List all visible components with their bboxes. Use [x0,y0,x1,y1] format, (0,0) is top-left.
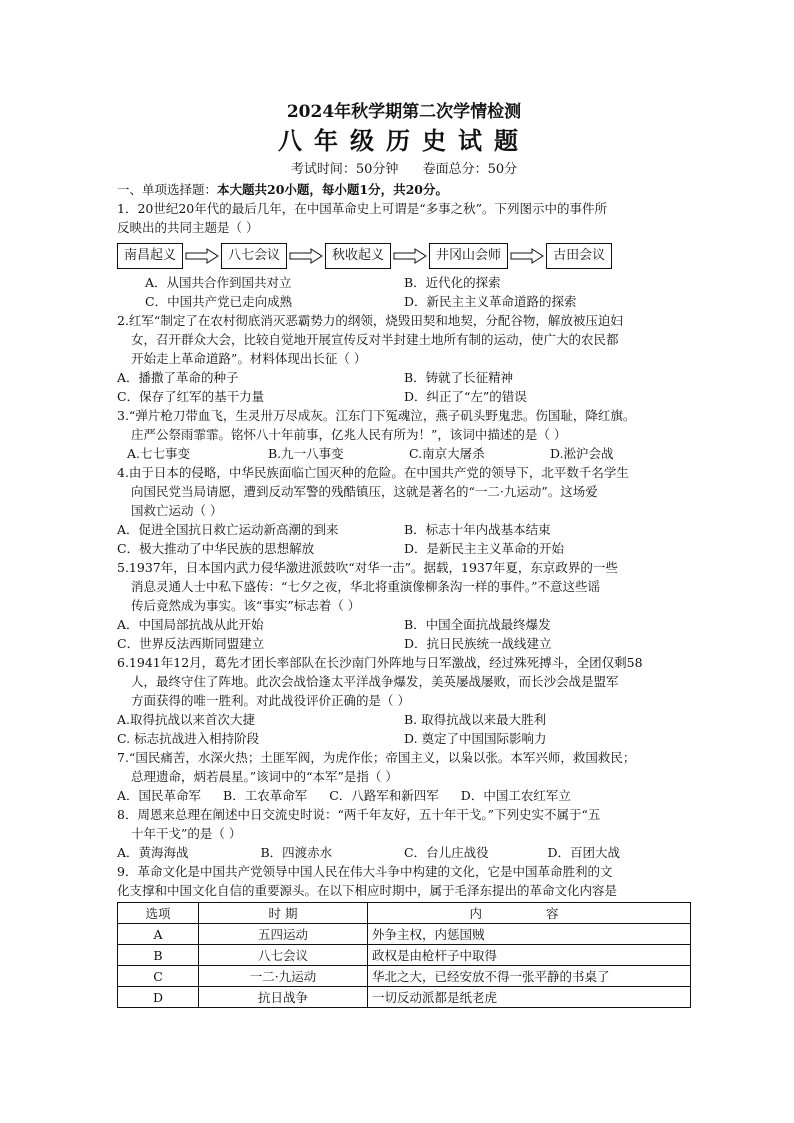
option-a[interactable]: A.七七事变 [127,446,191,461]
options-row [117,444,691,463]
question-stem: 2.红军“制定了在农村彻底消灭恶霸势力的纲领，烧毁田契和地契，分配谷物，解放被压迫妇 [117,313,623,328]
table-header-row [118,903,691,924]
table-cell: D [118,987,199,1008]
question-stem: 开始走上革命道路”。材料体现出长征（ ） [131,351,367,366]
option-a[interactable]: A．从国共合作到国共对立 [145,275,292,290]
options-row [117,539,691,558]
option-d[interactable]: D．抗日民族统一战线建立 [404,636,552,651]
event-flow-diagram [117,243,691,269]
options-row [117,634,691,653]
option-c[interactable]: C．台儿庄战役 [404,845,489,860]
question-stem: 方面获得的唯一胜利。对此战役评价正确的是（ ） [131,693,410,708]
options-row [117,368,691,387]
question-stem: 人，最终守住了阵地。此次会战恰逢太平洋战争爆发，美英屡战屡败，而长沙会战是盟军 [131,674,619,689]
table-cell: B [118,945,199,966]
table-cell: 一二·九运动 [199,966,368,987]
options-row [117,292,691,311]
exam-subtitle: 八年级历史试题 [278,126,530,155]
question-stem: 总理遗命，炳若晨星。”该词中的“本军”是指（ ） [131,769,398,784]
question-6 [117,653,691,748]
question-stem: 向国民党当局请愿，遭到反动军警的残酷镇压，这就是著名的“一二·九运动”。这场爱 [131,484,598,499]
option-a[interactable]: A．国民革命军 [117,788,202,803]
options-table [117,902,691,1008]
options-row [117,786,691,805]
arrow-right-icon [183,247,221,265]
option-d[interactable]: D．新民主主义革命道路的探索 [404,294,577,309]
option-d[interactable]: D．百团大战 [547,845,621,860]
table-header: 选项 [118,903,199,924]
exam-paper [117,100,691,1008]
question-4 [117,463,691,558]
table-cell: 一切反动派都是纸老虎 [368,987,691,1008]
table-cell: A [118,924,199,945]
option-c[interactable]: C．世界反法西斯同盟建立 [117,636,265,651]
option-a[interactable]: A．促进全国抗日救亡运动新高潮的到来 [117,522,339,537]
table-cell: C [118,966,199,987]
table-row[interactable] [118,987,691,1008]
flow-box: 八七会议 [221,243,287,269]
options-row [117,273,691,292]
option-c[interactable]: C．八路军和新四军 [329,788,439,803]
flow-box: 井冈山会师 [429,243,508,269]
section-note: 本大题共20小题，每小题1分，共20分。 [217,182,449,197]
option-b[interactable]: B．铸就了长征精神 [404,370,514,385]
options-row [117,843,691,862]
question-stem: 庄严公祭雨霏霏。铭怀八十年前事，亿兆人民有所为！”，该词中描述的是（ ） [131,427,567,442]
question-2 [117,311,691,406]
option-b[interactable]: B. 取得抗战以来最大胜利 [404,712,547,727]
exam-time: 考试时间：50分钟 [290,162,399,177]
question-stem: 3.“弹片枪刀带血飞，生灵卅万尽成灰。江东门下冤魂泣，燕子矶头野鬼悲。伤国耻，降红旗。 [117,408,636,423]
options-row [117,615,691,634]
option-b[interactable]: B．中国全面抗战最终爆发 [404,617,551,632]
arrow-right-icon [287,247,325,265]
table-row[interactable] [118,945,691,966]
option-c[interactable]: C.南京大屠杀 [409,446,485,461]
table-cell: 华北之大，已经安放不得一张平静的书桌了 [368,966,691,987]
options-row [117,520,691,539]
options-row [117,710,691,729]
table-cell: 外争主权，内惩国贼 [368,924,691,945]
flow-box: 古田会议 [546,243,612,269]
question-stem: 女，召开群众大会，比较自觉地开展宣传反对半封建土地所有制的运动，使广大的农民都 [131,332,619,347]
section-label: 一、单项选择题： [117,182,218,197]
table-row[interactable] [118,966,691,987]
question-stem: 十年干戈”的是（ ） [131,826,242,841]
question-stem: 8．周恩来总理在阐述中日交流史时说：“两千年友好，五十年干戈。”下列史实不属于“五 [117,807,601,822]
question-stem: 国救亡运动（ ） [131,503,223,518]
flow-box: 南昌起义 [117,243,183,269]
question-stem: 消息灵通人士中私下盛传：“七夕之夜，华北将重演像柳条沟一样的事件。”不意这些谣 [131,579,601,594]
option-d[interactable]: D．中国工农红军立 [460,788,571,803]
table-header: 内 容 [368,903,691,924]
table-cell: 抗日战争 [199,987,368,1008]
exam-title: 2024年秋学期第二次学情检测 [286,102,522,122]
total-score: 卷面总分：50分 [422,162,518,177]
question-stem: 6.1941年12月，葛先才团长率部队在长沙南门外阵地与日军激战，经过殊死搏斗，全团仅剩58 [117,655,643,670]
option-a[interactable]: A．播撒了革命的种子 [117,370,239,385]
option-b[interactable]: B．工农革命军 [223,788,308,803]
question-7 [117,748,691,805]
table-cell: 八七会议 [199,945,368,966]
option-a[interactable]: A.取得抗战以来首次大捷 [117,712,256,727]
option-d[interactable]: D．纠正了“左”的错误 [404,389,527,404]
exam-meta [117,160,691,180]
question-stem: 4.由于日本的侵略，中华民族面临亡国灭种的危险。在中国共产党的领导下，北平数千名学生 [117,465,629,480]
question-stem: 1．20世纪20年代的最后几年，在中国革命史上可谓是“多事之秋”。下列图示中的事件所 [117,201,608,216]
option-a[interactable]: A．黄海海战 [117,845,189,860]
option-b[interactable]: B．四渡赤水 [260,845,333,860]
options-row [117,387,691,406]
question-stem: 化支撑和中国文化自信的重要源头。在以下相应时期中，属于毛泽东提出的革命文化内容是 [117,883,618,898]
question-8 [117,805,691,862]
question-9 [117,862,691,1008]
section-heading [117,180,691,199]
arrow-right-icon [391,247,429,265]
flow-box: 秋收起义 [325,243,391,269]
question-stem: 9．革命文化是中国共产党领导中国人民在伟大斗争中构建的文化，它是中国革命胜利的文 [117,864,613,879]
table-cell: 政权是由枪杆子中取得 [368,945,691,966]
option-d[interactable]: D. 奠定了中国国际影响力 [404,731,547,746]
option-c[interactable]: C．中国共产党已走向成熟 [145,294,293,309]
option-d[interactable]: D．是新民主主义革命的开始 [404,541,565,556]
question-5 [117,558,691,653]
option-b[interactable]: B.九一八事变 [268,446,344,461]
table-header: 时 期 [199,903,368,924]
option-b[interactable]: B．近代化的探索 [404,275,501,290]
question-stem: 7.“国民痛苦，水深火热；土匪军阀，为虎作伥；帝国主义，以枭以张。本军兴师，救国救民； [117,750,636,765]
table-row[interactable] [118,924,691,945]
option-c[interactable]: C．极大推动了中华民族的思想解放 [117,541,315,556]
question-1 [117,199,691,311]
arrow-right-icon [508,247,546,265]
option-c[interactable]: C. 标志抗战进入相持阶段 [117,731,260,746]
options-row [117,729,691,748]
table-cell: 五四运动 [199,924,368,945]
option-b[interactable]: B．标志十年内战基本结束 [404,522,551,537]
question-stem: 5.1937年，日本国内武力侵华激进派鼓吹“对华一击”。据载，1937年夏，东京政界的一些 [117,560,618,575]
option-c[interactable]: C．保存了红军的基干力量 [117,389,265,404]
option-d[interactable]: D.淞沪会战 [550,446,614,461]
option-a[interactable]: A．中国局部抗战从此开始 [117,617,264,632]
question-stem: 反映出的共同主题是（ ） [117,220,259,235]
question-stem: 传后竟然成为事实。该“事实”标志着（ ） [131,598,361,613]
question-3 [117,406,691,463]
